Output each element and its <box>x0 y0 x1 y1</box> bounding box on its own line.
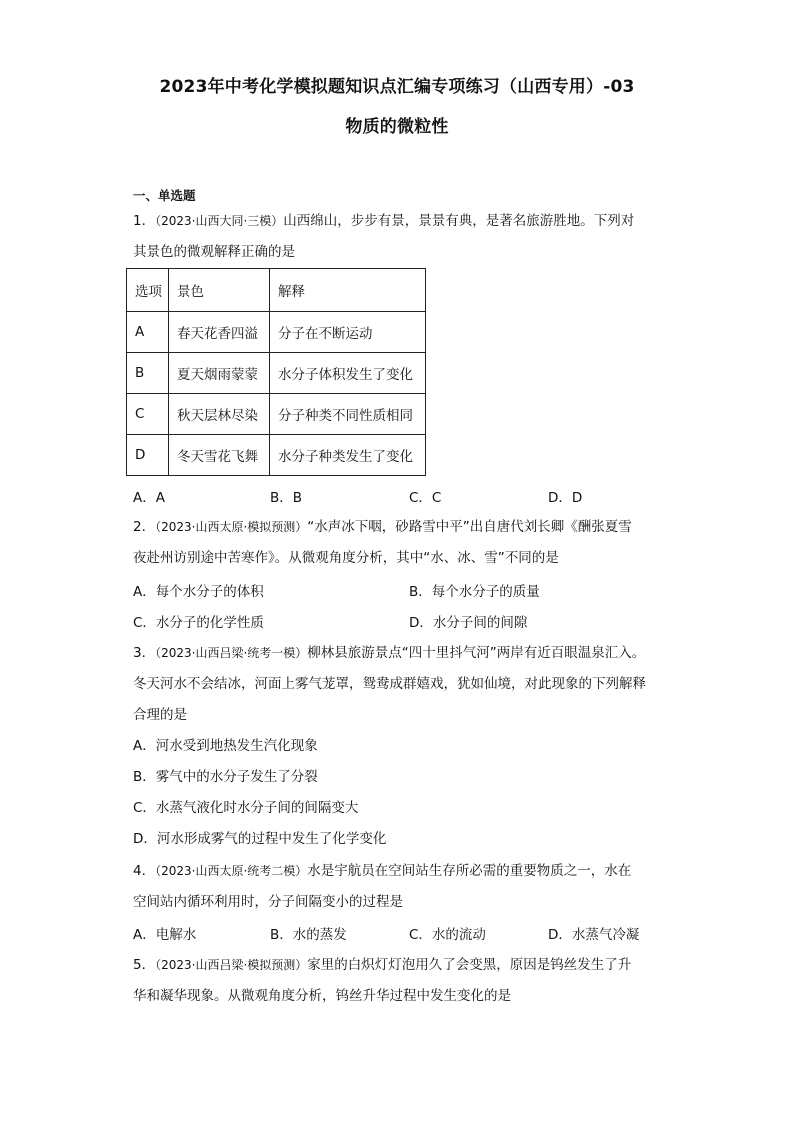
question-1-line2: 其景色的微观解释正确的是 <box>133 244 295 260</box>
table-row <box>127 435 426 476</box>
question-5-line1 <box>133 955 631 975</box>
choice-c[interactable]: C．水的流动 <box>409 927 486 943</box>
choice-a[interactable]: A．A <box>133 490 165 506</box>
table-cell: D <box>127 435 169 476</box>
choice-d[interactable]: D．水分子间的间隙 <box>409 615 528 631</box>
question-3-line1 <box>133 643 645 663</box>
question-2-number: 2． <box>133 519 156 535</box>
choice-b[interactable]: B．每个水分子的质量 <box>409 584 540 600</box>
table-cell: 水分子体积发生了变化 <box>270 353 426 394</box>
table-row <box>127 312 426 353</box>
choice-b[interactable]: B．B <box>270 490 303 506</box>
table-header-cell: 解释 <box>270 269 426 312</box>
table-header-row <box>127 269 426 312</box>
table-cell: C <box>127 394 169 435</box>
table-cell: 分子种类不同性质相同 <box>270 394 426 435</box>
question-3-source: （2023·山西吕梁·统考一模） <box>155 646 308 660</box>
question-3-text-1: 柳林县旅游景点“四十里抖气河”两岸有近百眼温泉汇入。 <box>307 645 646 661</box>
question-5-source: （2023·山西吕梁·模拟预测） <box>155 958 308 972</box>
choice-c[interactable]: C．水蒸气液化时水分子间的间隔变大 <box>133 800 359 816</box>
choice-a[interactable]: A．每个水分子的体积 <box>133 584 264 600</box>
question-4-line2: 空间站内循环利用时，分子间隔变小的过程是 <box>133 894 403 910</box>
question-1-table <box>126 268 426 476</box>
table-row <box>127 394 426 435</box>
choice-c[interactable]: C．水分子的化学性质 <box>133 615 264 631</box>
choice-d[interactable]: D．河水形成雾气的过程中发生了化学变化 <box>133 831 387 847</box>
question-5-text-1: 家里的白炽灯灯泡用久了会变黑，原因是钨丝发生了升 <box>307 957 632 973</box>
question-4-source: （2023·山西太原·统考二模） <box>155 864 308 878</box>
table-cell: A <box>127 312 169 353</box>
question-1-line1 <box>133 211 634 231</box>
question-1-number: 1． <box>133 213 156 229</box>
table-cell: 秋天层林尽染 <box>169 394 270 435</box>
choice-c[interactable]: C．C <box>409 490 442 506</box>
question-3-line3: 合理的是 <box>133 707 187 723</box>
question-2-source: （2023·山西太原·模拟预测） <box>155 520 308 534</box>
question-3-number: 3． <box>133 645 156 661</box>
document-title-line2: 物质的微粒性 <box>345 117 449 137</box>
choice-a[interactable]: A．河水受到地热发生汽化现象 <box>133 738 318 754</box>
question-4-choices <box>133 923 663 943</box>
table-cell: B <box>127 353 169 394</box>
section-heading: 一、单选题 <box>133 188 196 203</box>
table-cell: 分子在不断运动 <box>270 312 426 353</box>
choice-a[interactable]: A．电解水 <box>133 927 197 943</box>
choice-b[interactable]: B．雾气中的水分子发生了分裂 <box>133 769 318 785</box>
table-cell: 冬天雪花飞舞 <box>169 435 270 476</box>
choice-b[interactable]: B．水的蒸发 <box>270 927 347 943</box>
question-2-choices-row1 <box>133 580 663 600</box>
table-cell: 水分子种类发生了变化 <box>270 435 426 476</box>
document-title-line1: 2023年中考化学模拟题知识点汇编专项练习（山西专用）-03 <box>159 77 635 97</box>
question-4-text-1: 水是宇航员在空间站生存所必需的重要物质之一，水在 <box>307 863 632 879</box>
table-cell: 春天花香四溢 <box>169 312 270 353</box>
question-5-line2: 华和凝华现象。从微观角度分析，钨丝升华过程中发生变化的是 <box>133 988 511 1004</box>
table-header-cell: 景色 <box>169 269 270 312</box>
question-2-text-1: “水声冰下咽，砂路雪中平”出自唐代刘长卿《酬张夏雪 <box>307 519 632 535</box>
question-1-source: （2023·山西大同·三模） <box>155 214 284 228</box>
table-header-cell: 选项 <box>127 269 169 312</box>
question-4-line1 <box>133 861 631 881</box>
choice-d[interactable]: D．D <box>548 490 583 506</box>
question-4-number: 4． <box>133 863 156 879</box>
choice-d[interactable]: D．水蒸气冷凝 <box>548 927 640 943</box>
question-2-line2: 夜赴州访别途中苦寒作》。从微观角度分析，其中“水、冰、雪”不同的是 <box>133 550 559 566</box>
question-1-choices <box>133 486 663 506</box>
question-2-choices-row2 <box>133 611 663 631</box>
question-1-text-1: 山西绵山，步步有景，景景有典，是著名旅游胜地。下列对 <box>283 213 635 229</box>
table-row <box>127 353 426 394</box>
question-2-line1 <box>133 517 632 537</box>
question-3-line2: 冬天河水不会结冰，河面上雾气茏罩，鸳鸯成群嬉戏，犹如仙境，对此现象的下列解释 <box>133 676 646 692</box>
question-5-number: 5． <box>133 957 156 973</box>
table-cell: 夏天烟雨蒙蒙 <box>169 353 270 394</box>
